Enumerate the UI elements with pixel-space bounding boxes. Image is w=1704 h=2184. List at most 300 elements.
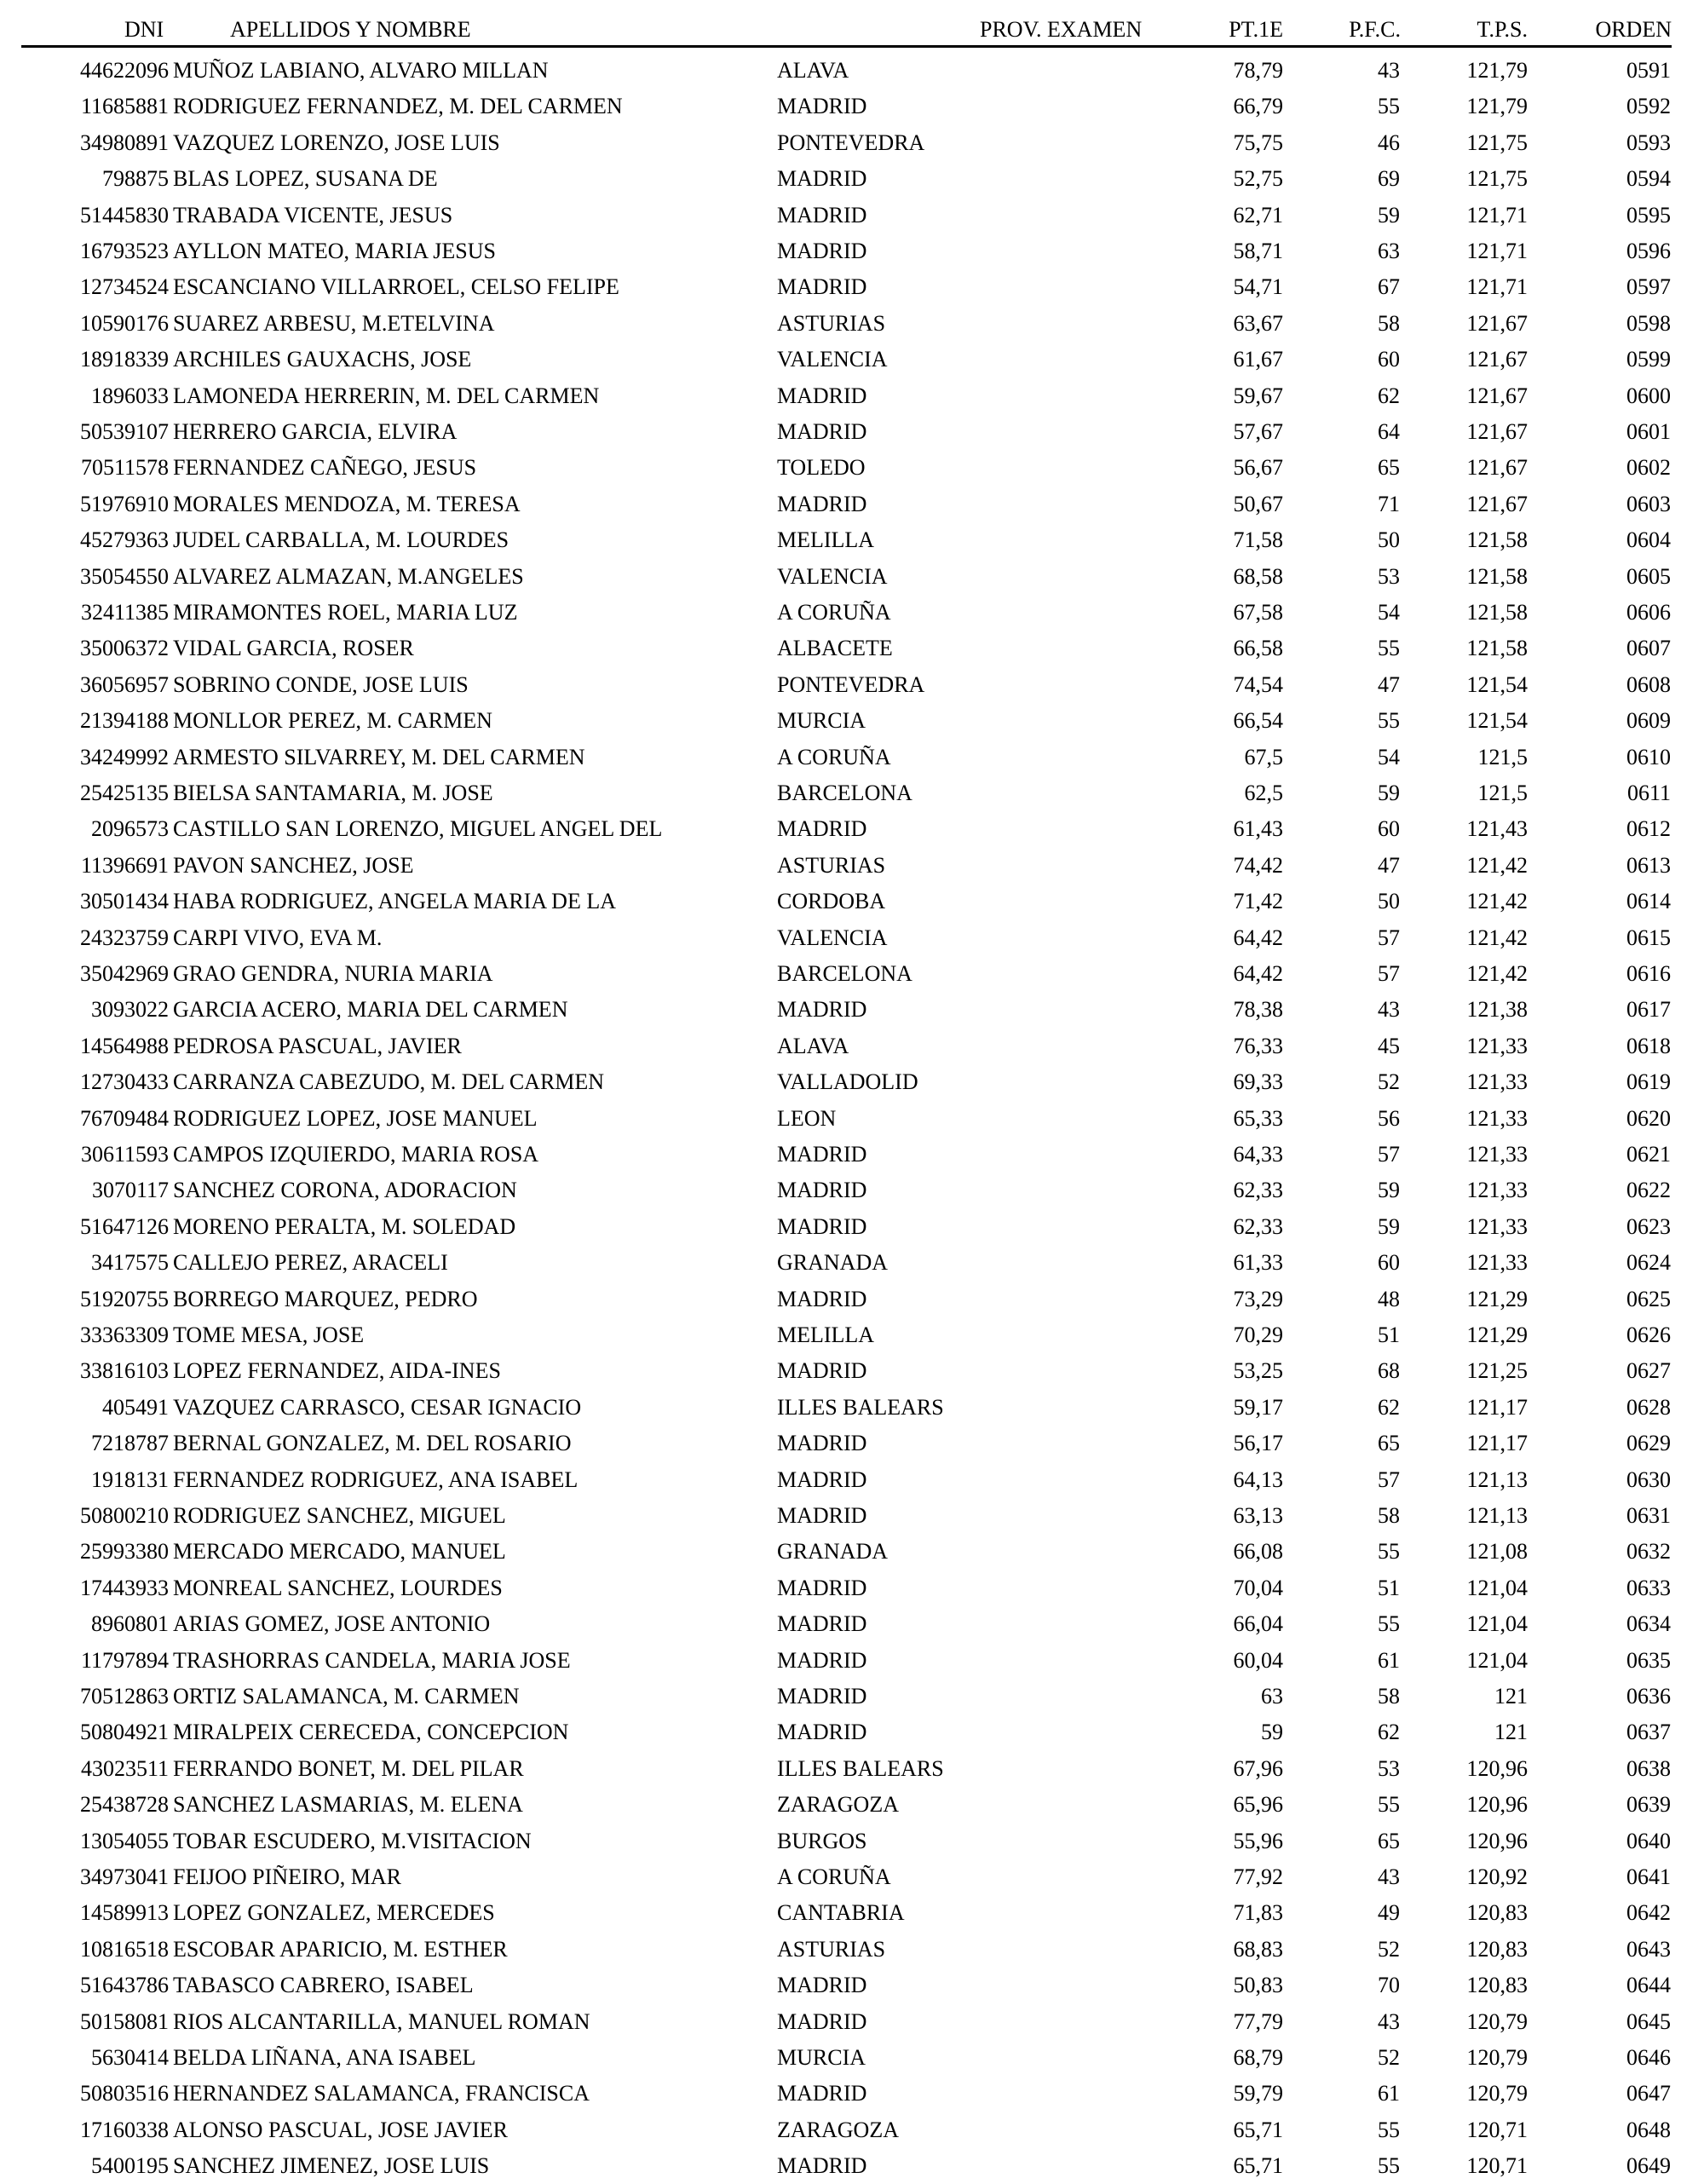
dni-cell: 18918339 <box>80 347 169 372</box>
table-row <box>0 522 1704 558</box>
tps-cell: 121,13 <box>1466 1503 1528 1528</box>
orden-cell: 0608 <box>1626 671 1671 697</box>
tps-cell: 121,17 <box>1466 1394 1528 1420</box>
pt1e-cell: 75,75 <box>1233 130 1283 155</box>
tps-cell: 121,38 <box>1466 997 1528 1023</box>
orden-cell: 0625 <box>1626 1286 1671 1311</box>
tps-cell: 121,33 <box>1466 1213 1528 1239</box>
dni-cell: 14564988 <box>80 1033 169 1058</box>
tps-cell: 121,33 <box>1466 1033 1528 1058</box>
pfc-cell: 43 <box>1378 2008 1400 2034</box>
name-cell: HABA RODRIGUEZ, ANGELA MARIA DE LA <box>173 889 616 914</box>
tps-cell: 121,75 <box>1466 130 1528 155</box>
header-orden: ORDEN <box>1595 17 1672 42</box>
dni-cell: 11685881 <box>80 94 169 119</box>
pfc-cell: 43 <box>1378 1864 1400 1889</box>
pt1e-cell: 59,17 <box>1233 1394 1283 1420</box>
pfc-cell: 56 <box>1378 1105 1400 1131</box>
orden-cell: 0644 <box>1626 1973 1671 1998</box>
name-cell: SUAREZ ARBESU, M.ETELVINA <box>173 310 495 336</box>
orden-cell: 0611 <box>1626 781 1671 805</box>
dni-cell: 17443933 <box>80 1575 169 1600</box>
pfc-cell: 53 <box>1378 1755 1400 1781</box>
prov-cell: ZARAGOZA <box>777 1792 899 1818</box>
tps-cell: 121,33 <box>1466 1069 1528 1095</box>
dni-cell: 34980891 <box>80 130 169 155</box>
name-cell: PEDROSA PASCUAL, JAVIER <box>173 1033 462 1058</box>
table-row <box>0 1824 1704 1859</box>
name-cell: SOBRINO CONDE, JOSE LUIS <box>173 671 469 697</box>
dni-cell: 12730433 <box>80 1069 169 1095</box>
dni-cell: 30501434 <box>80 889 169 914</box>
tps-cell: 120,83 <box>1466 1936 1528 1962</box>
dni-cell: 12734524 <box>80 274 169 300</box>
pfc-cell: 63 <box>1378 239 1400 263</box>
table-row <box>0 848 1704 884</box>
tps-cell: 121,54 <box>1466 708 1528 734</box>
name-cell: HERNANDEZ SALAMANCA, FRANCISCA <box>173 2081 590 2106</box>
pt1e-cell: 64,33 <box>1233 1142 1283 1167</box>
name-cell: MORENO PERALTA, M. SOLEDAD <box>173 1213 516 1239</box>
dni-cell: 33816103 <box>80 1358 169 1384</box>
name-cell: ALVAREZ ALMAZAN, M.ANGELES <box>173 563 524 589</box>
pfc-cell: 55 <box>1378 2153 1400 2179</box>
pfc-cell: 57 <box>1378 1467 1400 1492</box>
orden-cell: 0619 <box>1626 1069 1671 1095</box>
name-cell: ESCOBAR APARICIO, M. ESTHER <box>173 1936 508 1962</box>
pfc-cell: 43 <box>1378 58 1400 83</box>
orden-cell: 0640 <box>1626 1828 1671 1853</box>
pfc-cell: 51 <box>1378 1575 1400 1600</box>
dni-cell: 13054055 <box>80 1828 169 1853</box>
pfc-cell: 62 <box>1378 1720 1400 1745</box>
pt1e-cell: 69,33 <box>1233 1069 1283 1095</box>
orden-cell: 0638 <box>1626 1755 1671 1781</box>
prov-cell: ASTURIAS <box>777 1936 886 1962</box>
pt1e-cell: 76,33 <box>1233 1033 1283 1058</box>
table-row <box>0 342 1704 377</box>
prov-cell: LEON <box>777 1105 837 1131</box>
pt1e-cell: 63,13 <box>1233 1503 1283 1528</box>
tps-cell: 120,83 <box>1466 1973 1528 1998</box>
table-row <box>0 1534 1704 1570</box>
orden-cell: 0605 <box>1626 563 1671 589</box>
pt1e-cell: 74,42 <box>1233 852 1283 878</box>
pt1e-cell: 74,54 <box>1233 671 1283 697</box>
orden-cell: 0614 <box>1626 889 1671 914</box>
name-cell: AYLLON MATEO, MARIA JESUS <box>173 239 496 263</box>
prov-cell: MELILLA <box>777 1323 875 1347</box>
table-row <box>0 1245 1704 1281</box>
name-cell: FEIJOO PIÑEIRO, MAR <box>173 1864 401 1889</box>
tps-cell: 121,67 <box>1466 419 1528 444</box>
pt1e-cell: 53,25 <box>1233 1358 1283 1384</box>
orden-cell: 0634 <box>1626 1611 1671 1637</box>
name-cell: CALLEJO PEREZ, ARACELI <box>173 1250 448 1276</box>
table-row <box>0 1426 1704 1461</box>
orden-cell: 0629 <box>1626 1431 1671 1456</box>
dni-cell: 24323759 <box>80 925 169 950</box>
table-row <box>0 1498 1704 1534</box>
pfc-cell: 53 <box>1378 563 1400 589</box>
tps-cell: 121,29 <box>1466 1323 1528 1347</box>
table-row <box>0 1643 1704 1679</box>
tps-cell: 121,67 <box>1466 347 1528 372</box>
prov-cell: MADRID <box>777 1467 867 1492</box>
prov-cell: MADRID <box>777 1684 867 1709</box>
pfc-cell: 50 <box>1378 889 1400 914</box>
header-pt1e: PT.1E <box>1229 17 1283 42</box>
dni-cell: 11797894 <box>80 1647 169 1673</box>
table-row <box>0 1173 1704 1208</box>
pt1e-cell: 61,33 <box>1233 1250 1283 1276</box>
name-cell: TOME MESA, JOSE <box>173 1323 365 1347</box>
pt1e-cell: 50,83 <box>1233 1973 1283 1998</box>
pt1e-cell: 60,04 <box>1233 1647 1283 1673</box>
name-cell: ARMESTO SILVARREY, M. DEL CARMEN <box>173 744 585 769</box>
prov-cell: MADRID <box>777 202 867 228</box>
header-rule <box>21 45 1672 48</box>
pt1e-cell: 63 <box>1261 1684 1283 1709</box>
pfc-cell: 45 <box>1378 1033 1400 1058</box>
pfc-cell: 69 <box>1378 166 1400 192</box>
pfc-cell: 57 <box>1378 961 1400 986</box>
prov-cell: MADRID <box>777 491 867 516</box>
pfc-cell: 54 <box>1378 744 1400 769</box>
dni-cell: 51647126 <box>80 1213 169 1239</box>
table-row <box>0 487 1704 522</box>
dni-cell: 45279363 <box>80 527 169 553</box>
pfc-cell: 50 <box>1378 527 1400 553</box>
name-cell: SANCHEZ LASMARIAS, M. ELENA <box>173 1792 523 1818</box>
table-row <box>0 1064 1704 1100</box>
orden-cell: 0606 <box>1626 600 1671 625</box>
pfc-cell: 51 <box>1378 1323 1400 1347</box>
table-row <box>0 1679 1704 1714</box>
tps-cell: 121,67 <box>1466 310 1528 336</box>
prov-cell: MADRID <box>777 1178 867 1203</box>
table-row <box>0 1209 1704 1245</box>
pfc-cell: 47 <box>1378 671 1400 697</box>
dni-cell: 50539107 <box>80 419 169 444</box>
tps-cell: 121,04 <box>1466 1647 1528 1673</box>
dni-cell: 50804921 <box>80 1720 169 1745</box>
prov-cell: MURCIA <box>777 2045 866 2070</box>
orden-cell: 0612 <box>1626 816 1671 842</box>
pfc-cell: 48 <box>1378 1286 1400 1311</box>
tps-cell: 121,71 <box>1466 202 1528 228</box>
table-row <box>0 1606 1704 1642</box>
name-cell: CASTILLO SAN LORENZO, MIGUEL ANGEL DEL <box>173 816 663 842</box>
prov-cell: MADRID <box>777 166 867 192</box>
pt1e-cell: 78,38 <box>1233 997 1283 1023</box>
dni-cell: 50800210 <box>80 1503 169 1528</box>
table-row <box>0 306 1704 342</box>
name-cell: MIRAMONTES ROEL, MARIA LUZ <box>173 600 518 625</box>
orden-cell: 0646 <box>1626 2045 1671 2070</box>
table-row <box>0 1282 1704 1317</box>
prov-cell: MADRID <box>777 2153 867 2179</box>
tps-cell: 120,71 <box>1466 2117 1528 2142</box>
pfc-cell: 59 <box>1378 1178 1400 1203</box>
name-cell: VAZQUEZ CARRASCO, CESAR IGNACIO <box>173 1394 582 1420</box>
dni-cell: 5630414 <box>91 2045 169 2070</box>
prov-cell: ASTURIAS <box>777 852 886 878</box>
pt1e-cell: 64,42 <box>1233 925 1283 950</box>
pt1e-cell: 67,96 <box>1233 1755 1283 1781</box>
name-cell: RODRIGUEZ FERNANDEZ, M. DEL CARMEN <box>173 94 623 119</box>
name-cell: BERNAL GONZALEZ, M. DEL ROSARIO <box>173 1431 572 1456</box>
name-cell: GRAO GENDRA, NURIA MARIA <box>173 961 493 986</box>
orden-cell: 0594 <box>1626 166 1671 192</box>
header-dni: DNI <box>124 17 164 42</box>
table-row <box>0 1932 1704 1968</box>
orden-cell: 0627 <box>1626 1358 1671 1384</box>
prov-cell: MADRID <box>777 816 867 842</box>
dni-cell: 70511578 <box>80 455 169 481</box>
name-cell: ALONSO PASCUAL, JOSE JAVIER <box>173 2117 508 2142</box>
dni-cell: 51976910 <box>80 491 169 516</box>
table-row <box>0 198 1704 233</box>
table-row <box>0 233 1704 269</box>
orden-cell: 0632 <box>1626 1539 1671 1565</box>
table-row <box>0 956 1704 992</box>
orden-cell: 0630 <box>1626 1467 1671 1492</box>
name-cell: MORALES MENDOZA, M. TERESA <box>173 491 521 516</box>
pfc-cell: 60 <box>1378 1250 1400 1276</box>
dni-cell: 36056957 <box>80 671 169 697</box>
table-row <box>0 1751 1704 1787</box>
name-cell: SANCHEZ CORONA, ADORACION <box>173 1178 517 1203</box>
dni-cell: 3417575 <box>91 1250 169 1276</box>
dni-cell: 1918131 <box>91 1467 169 1492</box>
table-row <box>0 1029 1704 1064</box>
orden-cell: 0620 <box>1626 1105 1671 1131</box>
dni-cell: 76709484 <box>80 1105 169 1131</box>
pt1e-cell: 65,71 <box>1233 2117 1283 2142</box>
pfc-cell: 55 <box>1378 708 1400 734</box>
name-cell: MONREAL SANCHEZ, LOURDES <box>173 1575 503 1600</box>
tps-cell: 121,33 <box>1466 1142 1528 1167</box>
pt1e-cell: 66,04 <box>1233 1611 1283 1637</box>
prov-cell: BARCELONA <box>777 781 912 805</box>
prov-cell: PONTEVEDRA <box>777 671 925 697</box>
prov-cell: MURCIA <box>777 708 866 734</box>
pfc-cell: 58 <box>1378 1684 1400 1709</box>
dni-cell: 3093022 <box>91 997 169 1023</box>
tps-cell: 121,67 <box>1466 455 1528 481</box>
tps-cell: 120,79 <box>1466 2008 1528 2034</box>
orden-cell: 0624 <box>1626 1250 1671 1276</box>
prov-cell: MADRID <box>777 1503 867 1528</box>
pfc-cell: 52 <box>1378 1936 1400 1962</box>
pfc-cell: 55 <box>1378 1611 1400 1637</box>
orden-cell: 0603 <box>1626 491 1671 516</box>
pt1e-cell: 52,75 <box>1233 166 1283 192</box>
prov-cell: VALENCIA <box>777 563 888 589</box>
pt1e-cell: 64,42 <box>1233 961 1283 986</box>
name-cell: TRASHORRAS CANDELA, MARIA JOSE <box>173 1647 571 1673</box>
dni-cell: 34973041 <box>80 1864 169 1889</box>
name-cell: BELDA LIÑANA, ANA ISABEL <box>173 2045 476 2070</box>
table-row <box>0 992 1704 1028</box>
name-cell: JUDEL CARBALLA, M. LOURDES <box>173 527 509 553</box>
table-row <box>0 811 1704 847</box>
prov-cell: ALAVA <box>777 1033 849 1058</box>
name-cell: BIELSA SANTAMARIA, M. JOSE <box>173 781 493 805</box>
dni-cell: 70512863 <box>80 1684 169 1709</box>
orden-cell: 0593 <box>1626 130 1671 155</box>
prov-cell: TOLEDO <box>777 455 866 481</box>
dni-cell: 25993380 <box>80 1539 169 1565</box>
name-cell: TABASCO CABRERO, ISABEL <box>173 1973 474 1998</box>
orden-cell: 0596 <box>1626 239 1671 263</box>
orden-cell: 0617 <box>1626 997 1671 1023</box>
pfc-cell: 71 <box>1378 491 1400 516</box>
tps-cell: 121,5 <box>1477 781 1528 805</box>
table-row <box>0 269 1704 305</box>
dni-cell: 51643786 <box>80 1973 169 1998</box>
prov-cell: MADRID <box>777 1213 867 1239</box>
pfc-cell: 61 <box>1378 2081 1400 2106</box>
pt1e-cell: 70,29 <box>1233 1323 1283 1347</box>
table-row <box>0 740 1704 775</box>
table-row <box>0 1137 1704 1173</box>
name-cell: RODRIGUEZ LOPEZ, JOSE MANUEL <box>173 1105 538 1131</box>
tps-cell: 121,58 <box>1466 563 1528 589</box>
prov-cell: MELILLA <box>777 527 875 553</box>
name-cell: HERRERO GARCIA, ELVIRA <box>173 419 458 444</box>
tps-cell: 121,42 <box>1466 925 1528 950</box>
tps-cell: 121,79 <box>1466 58 1528 83</box>
pfc-cell: 68 <box>1378 1358 1400 1384</box>
tps-cell: 121,33 <box>1466 1178 1528 1203</box>
tps-cell: 121,42 <box>1466 961 1528 986</box>
pfc-cell: 55 <box>1378 94 1400 119</box>
header-prov: PROV. EXAMEN <box>980 17 1143 42</box>
tps-cell: 120,71 <box>1466 2153 1528 2179</box>
pfc-cell: 58 <box>1378 310 1400 336</box>
pt1e-cell: 65,33 <box>1233 1105 1283 1131</box>
orden-cell: 0604 <box>1626 527 1671 553</box>
name-cell: RIOS ALCANTARILLA, MANUEL ROMAN <box>173 2008 590 2034</box>
prov-cell: MADRID <box>777 997 867 1023</box>
tps-cell: 120,79 <box>1466 2081 1528 2106</box>
pfc-cell: 55 <box>1378 1792 1400 1818</box>
pt1e-cell: 77,92 <box>1233 1864 1283 1889</box>
prov-cell: A CORUÑA <box>777 600 891 625</box>
orden-cell: 0591 <box>1626 58 1671 83</box>
dni-cell: 21394188 <box>80 708 169 734</box>
pt1e-cell: 54,71 <box>1233 274 1283 300</box>
pt1e-cell: 70,04 <box>1233 1575 1283 1600</box>
pfc-cell: 54 <box>1378 600 1400 625</box>
table-row <box>0 703 1704 739</box>
table-row <box>0 1101 1704 1137</box>
prov-cell: MADRID <box>777 1647 867 1673</box>
pt1e-cell: 68,58 <box>1233 563 1283 589</box>
tps-cell: 121,67 <box>1466 491 1528 516</box>
tps-cell: 121 <box>1494 1684 1528 1709</box>
orden-cell: 0618 <box>1626 1033 1671 1058</box>
pfc-cell: 57 <box>1378 1142 1400 1167</box>
dni-cell: 7218787 <box>91 1431 169 1456</box>
pfc-cell: 60 <box>1378 347 1400 372</box>
dni-cell: 44622096 <box>80 58 169 83</box>
pfc-cell: 52 <box>1378 1069 1400 1095</box>
pt1e-cell: 62,71 <box>1233 202 1283 228</box>
dni-cell: 50158081 <box>80 2008 169 2034</box>
tps-cell: 120,92 <box>1466 1864 1528 1889</box>
pt1e-cell: 71,42 <box>1233 889 1283 914</box>
prov-cell: A CORUÑA <box>777 1864 891 1889</box>
table-row <box>0 775 1704 811</box>
orden-cell: 0610 <box>1626 744 1671 769</box>
orden-cell: 0598 <box>1626 310 1671 336</box>
dni-cell: 14589913 <box>80 1900 169 1926</box>
name-cell: ESCANCIANO VILLARROEL, CELSO FELIPE <box>173 274 619 300</box>
name-cell: TRABADA VICENTE, JESUS <box>173 202 453 228</box>
tps-cell: 121,13 <box>1466 1467 1528 1492</box>
prov-cell: CORDOBA <box>777 889 886 914</box>
name-cell: LOPEZ GONZALEZ, MERCEDES <box>173 1900 495 1926</box>
name-cell: BORREGO MARQUEZ, PEDRO <box>173 1286 478 1311</box>
table-row <box>0 1353 1704 1389</box>
pfc-cell: 57 <box>1378 925 1400 950</box>
dni-cell: 35006372 <box>80 636 169 661</box>
pfc-cell: 46 <box>1378 130 1400 155</box>
pt1e-cell: 68,83 <box>1233 1936 1283 1962</box>
prov-cell: MADRID <box>777 274 867 300</box>
header-pfc: P.F.C. <box>1349 17 1401 42</box>
name-cell: MONLLOR PEREZ, M. CARMEN <box>173 708 492 734</box>
tps-cell: 121,79 <box>1466 94 1528 119</box>
prov-cell: VALENCIA <box>777 925 888 950</box>
pt1e-cell: 71,58 <box>1233 527 1283 553</box>
name-cell: MIRALPEIX CERECEDA, CONCEPCION <box>173 1720 569 1745</box>
dni-cell: 11396691 <box>80 852 169 878</box>
name-cell: GARCIA ACERO, MARIA DEL CARMEN <box>173 997 568 1023</box>
name-cell: MERCADO MERCADO, MANUEL <box>173 1539 506 1565</box>
orden-cell: 0636 <box>1626 1684 1671 1709</box>
orden-cell: 0607 <box>1626 636 1671 661</box>
table-row <box>0 1570 1704 1606</box>
name-cell: LAMONEDA HERRERIN, M. DEL CARMEN <box>173 383 600 408</box>
prov-cell: MADRID <box>777 239 867 263</box>
orden-cell: 0595 <box>1626 202 1671 228</box>
table-row <box>0 1462 1704 1498</box>
tps-cell: 121,75 <box>1466 166 1528 192</box>
pt1e-cell: 50,67 <box>1233 491 1283 516</box>
prov-cell: MADRID <box>777 94 867 119</box>
name-cell: ARCHILES GAUXACHS, JOSE <box>173 347 472 372</box>
dni-cell: 35054550 <box>80 563 169 589</box>
dni-cell: 10816518 <box>80 1936 169 1962</box>
tps-cell: 120,79 <box>1466 2045 1528 2070</box>
pfc-cell: 61 <box>1378 1647 1400 1673</box>
pt1e-cell: 71,83 <box>1233 1900 1283 1926</box>
orden-cell: 0616 <box>1626 961 1671 986</box>
name-cell: VIDAL GARCIA, ROSER <box>173 636 414 661</box>
table-row <box>0 1390 1704 1426</box>
tps-cell: 121,58 <box>1466 527 1528 553</box>
name-cell: ORTIZ SALAMANCA, M. CARMEN <box>173 1684 520 1709</box>
name-cell: CAMPOS IZQUIERDO, MARIA ROSA <box>173 1142 539 1167</box>
dni-cell: 3070117 <box>91 1178 169 1203</box>
header-name: APELLIDOS Y NOMBRE <box>230 17 471 42</box>
tps-cell: 121,42 <box>1466 889 1528 914</box>
tps-cell: 120,96 <box>1466 1828 1528 1853</box>
